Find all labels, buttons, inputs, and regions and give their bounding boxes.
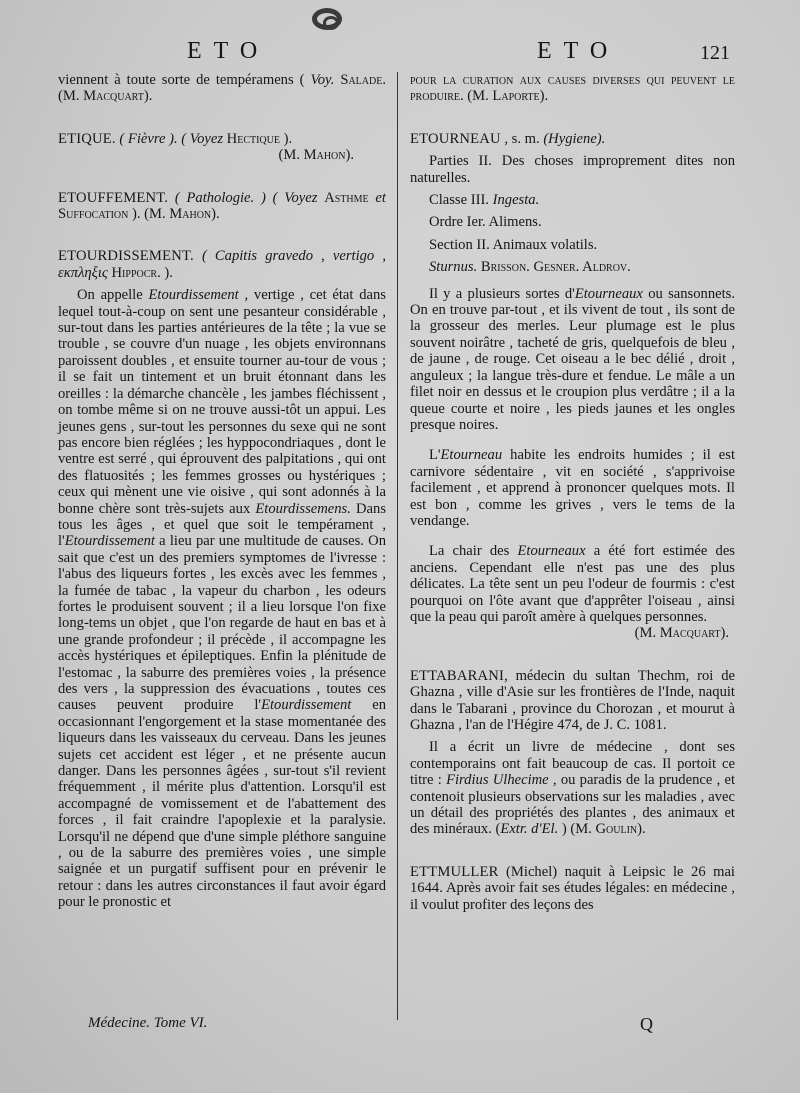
entry-etouffement: ETOUFFEMENT. ( Pathologie. ) ( Voyez Asthme et Suffocation ). (M. Mahon). <box>58 189 386 223</box>
classification-classe: Classe III. Ingesta. <box>428 192 540 209</box>
continuation-text: pour la curation aux causes diverses qui peuvent le produire. (M. Laporte). <box>410 72 735 105</box>
signature-mark: Q <box>640 1014 653 1034</box>
headword: ETOURNEAU <box>410 130 501 147</box>
running-head-left: ETO <box>187 38 270 64</box>
classification-parties: Parties II. Des choses improprement dites non naturelles. <box>410 153 735 186</box>
classification-section: Section II. Animaux volatils. <box>428 236 598 253</box>
left-column <box>58 72 386 911</box>
column-divider <box>397 72 398 1020</box>
entry-etourdissement: ETOURDISSEMENT. ( Capitis gravedo , vertigo , εκπληξις Hippocr. ). <box>58 248 386 281</box>
continuation-text: viennent à toute sorte de tempéramens ( Voy. Salade. (M. Macquart). <box>58 72 386 105</box>
headword: ETTABARANI <box>410 667 505 684</box>
classification-sturnus: Sturnus. Brisson. Gesner. Aldrov. <box>428 259 631 276</box>
right-column <box>410 72 735 913</box>
headword: ETTMULLER <box>410 863 499 880</box>
entry-etique: ETIQUE. ( Fièvre ). ( Voyez Hectique ). <box>58 130 293 147</box>
entry-etourneau: ETOURNEAU , s. m. (Hygiene). <box>410 130 606 147</box>
classification-ordre: Ordre Ier. Alimens. <box>428 214 542 231</box>
entry-ettmuller: ETTMULLER (Michel) naquit à Leipsic le 26 mai 1644. Après avoir fait ses études légales: en médecine , il voulut profiter des leçons des <box>410 863 735 913</box>
headword: ETIQUE. <box>58 130 116 147</box>
headword: ETOUFFEMENT. <box>58 189 169 206</box>
paragraph-habitat: L'Etourneau habite les endroits humides ; il est carnivore sédentaire , vit en société , s'apprivoise facilement , et apprend à prononcer quelques mots. Il est bon , comme les grives , vers le tems de la vendange. <box>410 447 735 529</box>
footer-title: Médecine. Tome VI. <box>88 1015 208 1031</box>
running-head-right: ETO <box>537 38 620 64</box>
page-number: 121 <box>700 42 730 64</box>
entry-ettabarani: ETTABARANI, médecin du sultan Thechm, roi de Ghazna , ville d'Asie sur les frontières de l'Inde, naquit dans le Tabarani , province du Chorozan , et mourut à Ghazna , l'an de l'Hégire 474, de J. C. 1081. <box>410 667 735 733</box>
author-credit: (M. Macquart). <box>634 625 729 642</box>
paragraph-ettabarani-book: Il a écrit un livre de médecine , dont ses contemporains ont fait beaucoup de cas. Il portoit ce titre : Firdius Ulhecime , ou paradis de la prudence , et contenoit plusieurs observations sur les maladies , avec un détail des propriétés des plantes , des animaux et des minéraux. (Extr. d'El. ) (M. Goulin). <box>410 739 735 838</box>
paragraph-chair: La chair des Etourneaux a été fort estimée des anciens. Cependant elle n'est pas une des plus délicates. La tête sent un peu l'odeur de fourmis : c'est pourquoi on l'ôte avant que d'apprêter l'oiseau , ainsi que la peau qui paroît amère à quelques personnes. <box>410 543 735 625</box>
paragraph-description: Il y a plusieurs sortes d'Etourneaux ou sansonnets. On en trouve par-tout , et ils vivent de tout , ils sont de la grosseur des merles. Leur plumage est le plus souvent noirâtre , tacheté de gris, quelquefois de bleu , de jaune , de rouge. Cet oiseau a le bec délié , droit , anguleux ; la langue très-dure et fendue. Le mâle a un filet noir en dessus et le croupion plus verdâtre ; il a la queue courte et noire , les pieds jaunes et les ongles presque noires. <box>410 285 735 433</box>
article-body: On appelle Etourdissement , vertige , cet état dans lequel tout-à-coup on sent une pesanteur considérable , sur-tout dans les parties antérieures de la tête ; la vue se trouble , se couvre d'un nuage , les objets environnans paroissent doubles , et ensuite tourner au-tour de vous ; il se fait un tintement et un bruit étonnant dans les oreilles : la démarche chancèle , les jambes fléchissent , on tombe même si on ne trouve aussi-tôt un appui. Les jeunes gens , sur-tout les personnes du sexe qui ne sont pas encore bien réglées ; les hyppocondriaques , dont le ventre est serré , qui éprouvent des palpitations , qui ont des flatuosités ; les femmes grosses ou hystériques ; ceux qui mènent une vie oisive , qui sont adonnés à la bonne chère sont très-sujets aux Etourdissemens. Dans tous les âges , et quel que soit le tempérament , l'Etourdissement a lieu par une multitude de causes. On sait que c'est un des premiers symptomes de l'ivresse : l'abus des liqueurs fortes , les excès avec les femmes , la fumée de tabac , la vapeur du charbon , les odeurs fortes le produisent souvent ; il a lieu lorsque l'on fixe long-tems un objet , que l'on regarde de haut en bas et à une grande profondeur ; il précède , il accompagne les accès hystériques et épileptiques. Enfin la plénitude de l'estomac , la saburre des premières voies , la présence des vers , la suppression des évacuations , toutes ces causes peuvent produire l'Etourdissement en occasionnant l'engorgement et la stase momentanée des liqueurs dans les vaisseaux du cerveau. Dans les jeunes sujets cet accident est léger , et ne présente aucun danger. Dans les personnes âgées , sur-tout s'il revient fréquemment , il mérite plus d'attention. Lorsqu'il est accompagné de vomissement et de l'abattement des forces , il fait craindre l'apoplexie et la paralysie. Lorsqu'il ne dépend que d'une simple pléthore sanguine , ou de la saburre des premières voies , une simple saignée et un purgatif suffisent pour en prévenir le retour : dans les autres circonstances il faut avoir égard pour le pronostic et <box>58 287 386 911</box>
author-credit: (M. Mahon). <box>278 147 354 164</box>
header-ornament-icon <box>312 8 342 30</box>
headword: ETOURDISSEMENT. <box>58 248 194 265</box>
